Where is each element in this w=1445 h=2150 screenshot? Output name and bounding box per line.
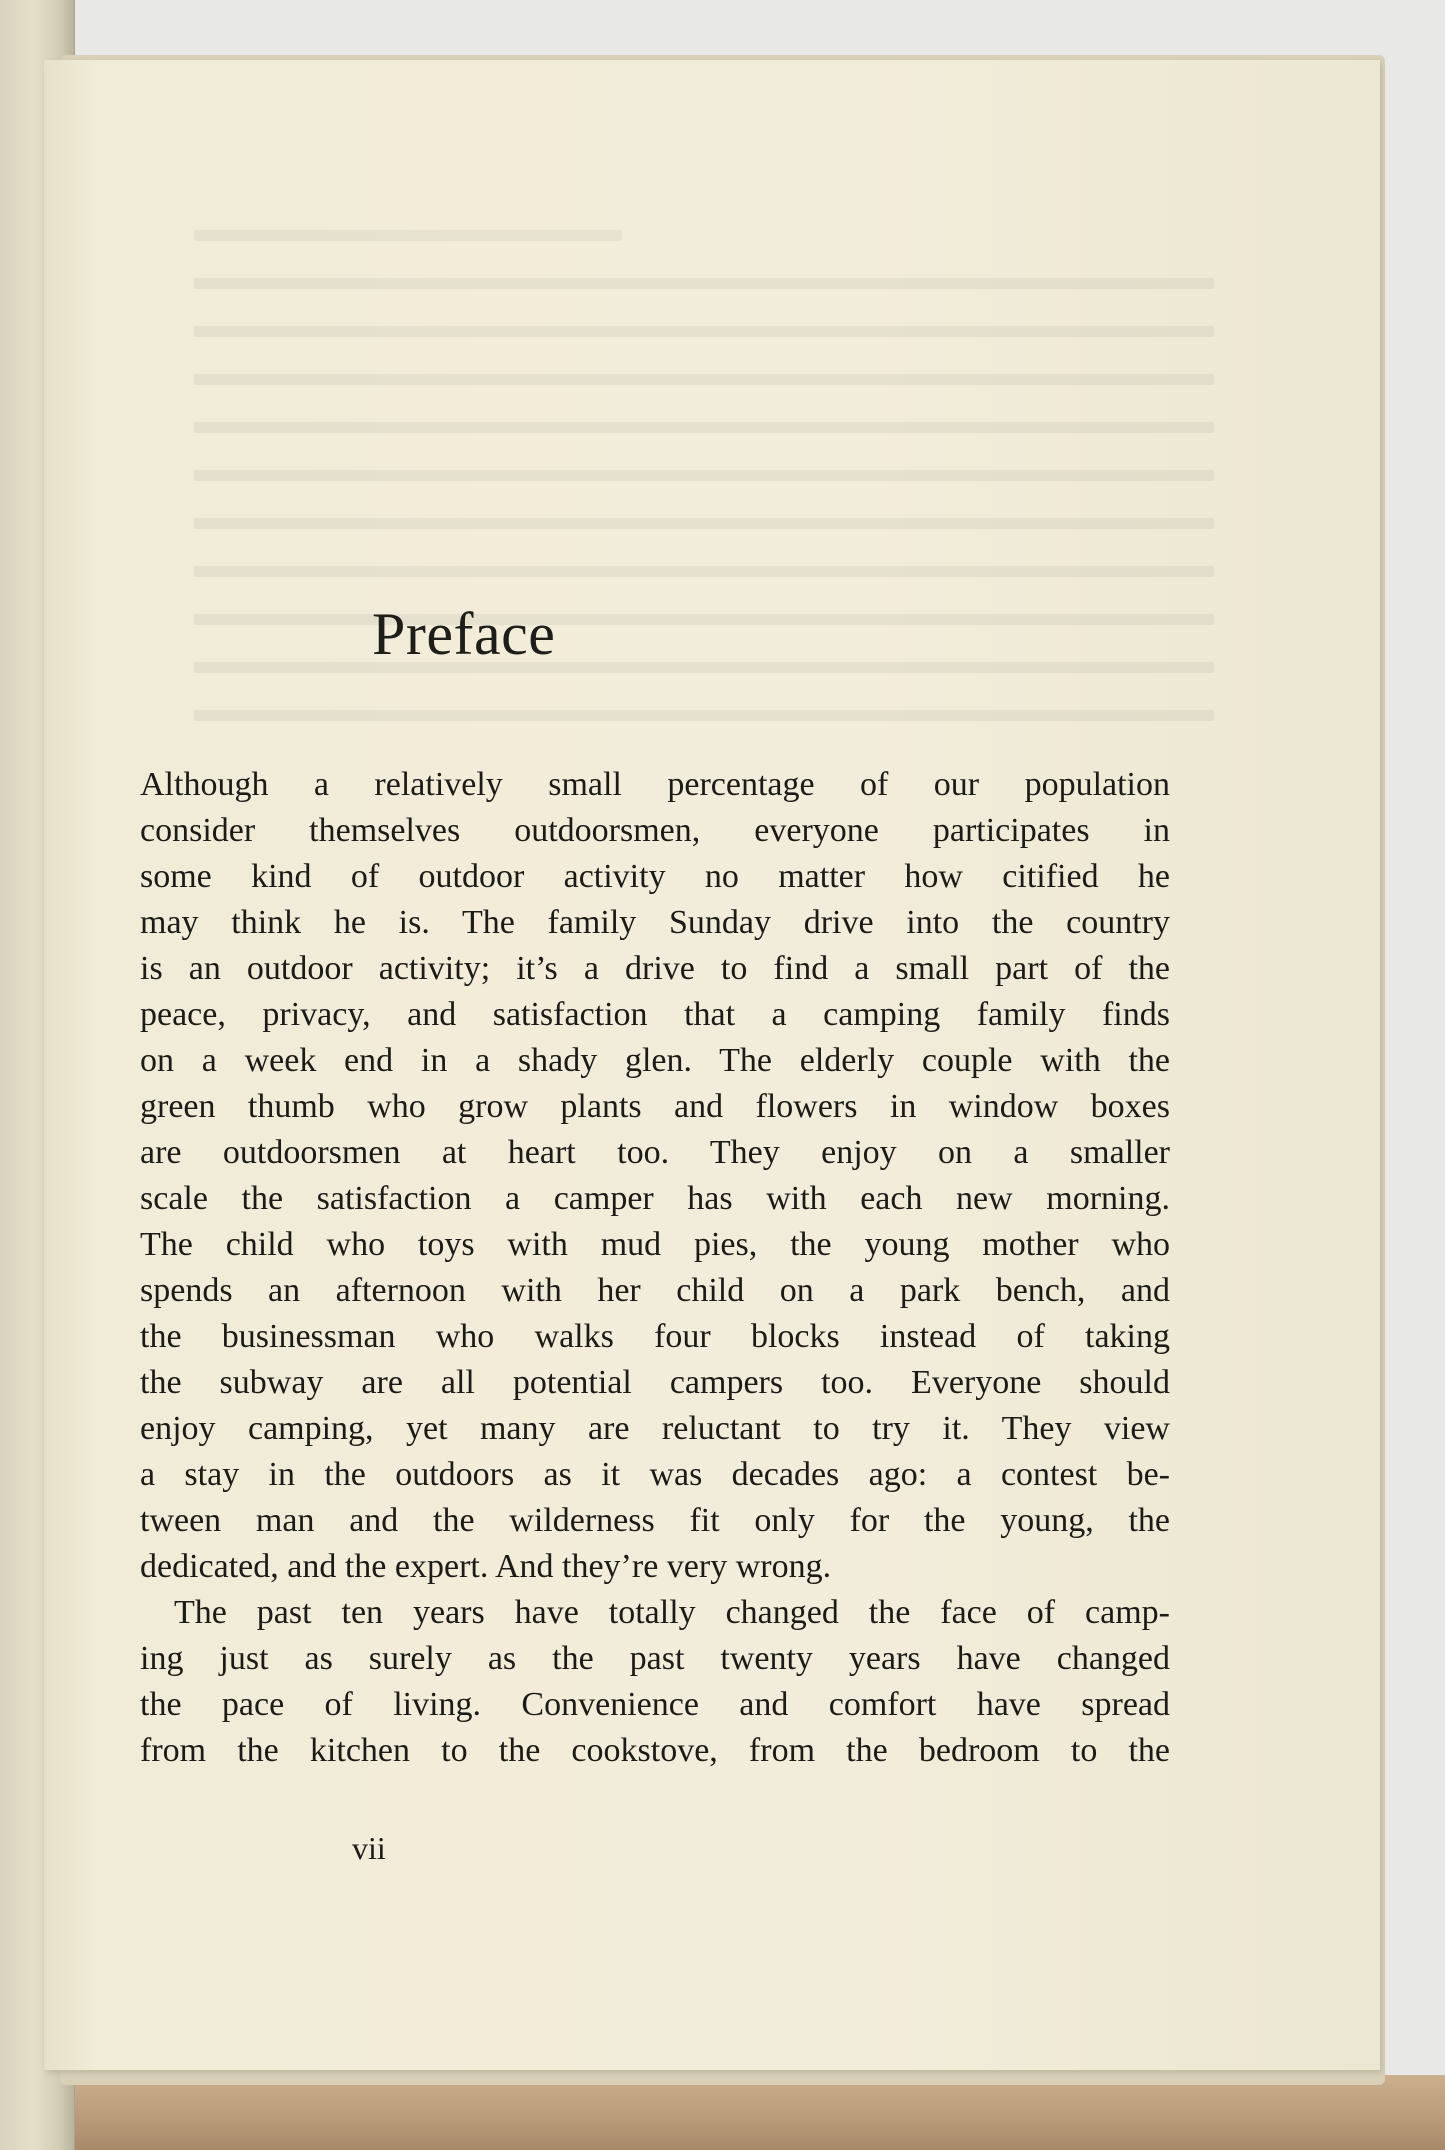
paragraph — [140, 762, 1170, 1590]
text-line: Although a relatively small percentage of our population — [140, 766, 1170, 803]
table-surface — [0, 2075, 1445, 2150]
text-line: dedicated, and the expert. And they’re very wrong. — [140, 1548, 832, 1585]
text-line: may think he is. The family Sunday drive into the country — [140, 904, 1170, 941]
text-line: from the kitchen to the cookstove, from the bedroom to the — [140, 1732, 1170, 1769]
text-line: green thumb who grow plants and flowers in window boxes — [140, 1088, 1170, 1125]
text-line: some kind of outdoor activity no matter how citified he — [140, 858, 1170, 895]
text-line: ing just as surely as the past twenty years have changed — [140, 1640, 1170, 1677]
text-line: is an outdoor activity; it’s a drive to find a small part of the — [140, 950, 1170, 987]
text-line: The child who toys with mud pies, the young mother who — [140, 1226, 1170, 1263]
text-line: consider themselves outdoorsmen, everyone participates in — [140, 812, 1170, 849]
body-text — [140, 762, 1170, 1774]
text-line: peace, privacy, and satisfaction that a camping family finds — [140, 996, 1170, 1033]
page-number: vii — [352, 1830, 386, 1866]
show-through-text — [194, 230, 1214, 750]
text-line: a stay in the outdoors as it was decades ago: a contest be- — [140, 1456, 1170, 1493]
text-line: the subway are all potential campers too. Everyone should — [140, 1364, 1170, 1401]
text-line: the pace of living. Convenience and comfort have spread — [140, 1686, 1170, 1723]
text-line: scale the satisfaction a camper has with each new morning. — [140, 1180, 1170, 1217]
text-line: on a week end in a shady glen. The elderly couple with the — [140, 1042, 1170, 1079]
text-line: are outdoorsmen at heart too. They enjoy on a smaller — [140, 1134, 1170, 1171]
text-line: the businessman who walks four blocks instead of taking — [140, 1318, 1170, 1355]
paragraph — [140, 1590, 1170, 1774]
text-line: The past ten years have totally changed the face of camp- — [174, 1594, 1170, 1631]
text-line: enjoy camping, yet many are reluctant to try it. They view — [140, 1410, 1170, 1447]
page-title: Preface — [372, 601, 556, 667]
text-line: spends an afternoon with her child on a park bench, and — [140, 1272, 1170, 1309]
text-line: tween man and the wilderness fit only for the young, the — [140, 1502, 1170, 1539]
